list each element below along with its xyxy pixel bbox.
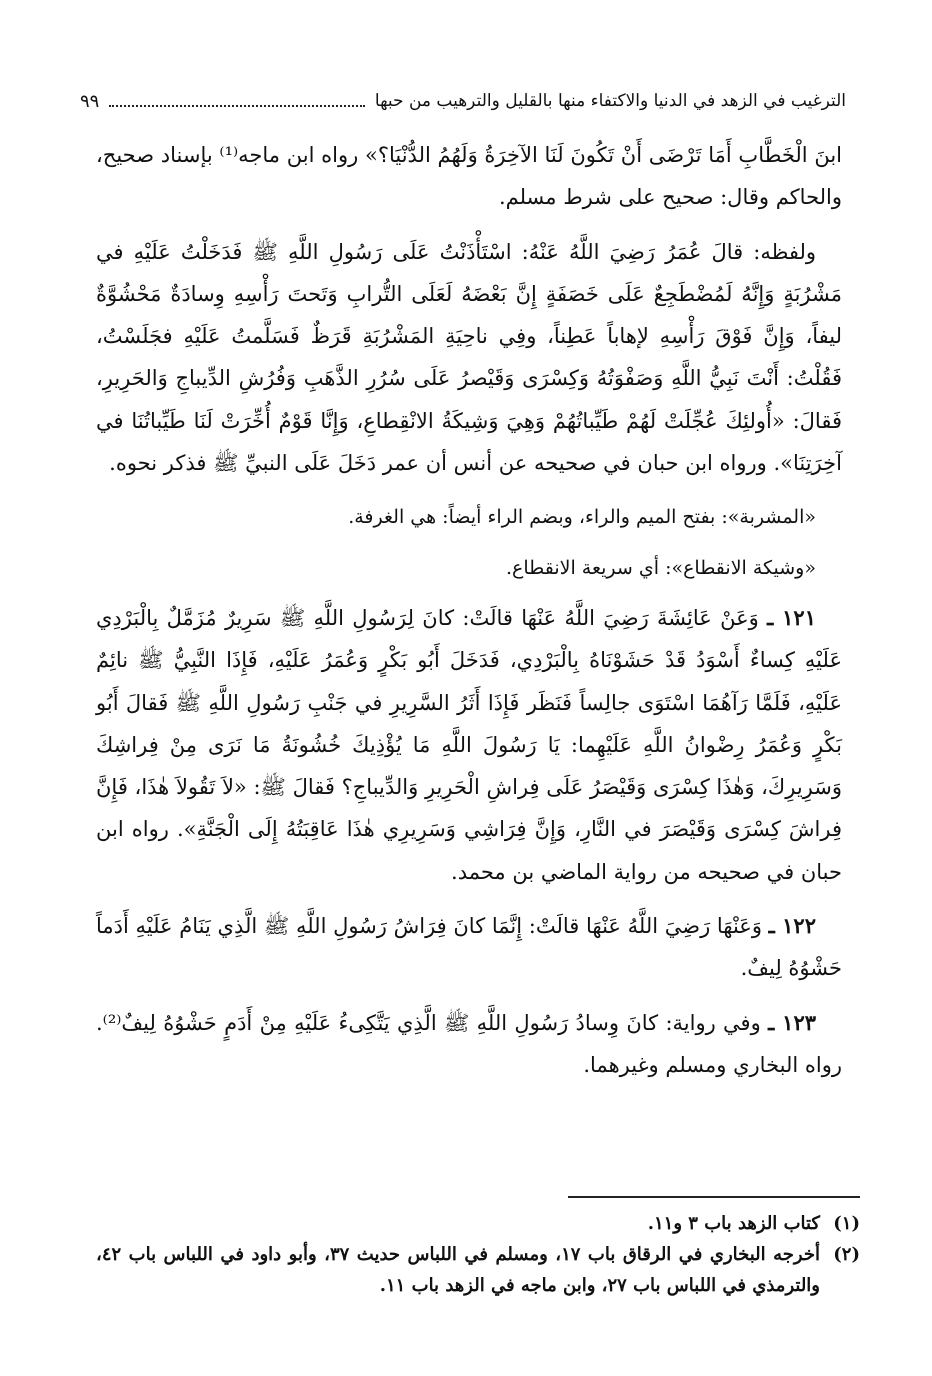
hadith-number: ١٢٢ ـ [768, 913, 816, 939]
paragraph-continuation: ابنَ الْخَطَّابِ أَمَا تَرْضَى أَنْ تَكُونَ لَنَا الآخِرَةُ وَلَهُمُ الدُّنْيَا؟» رواه ابن ماجه⁽¹⁾ بإسناد صحيح، والحاكم وقال: صحيح على شرط مسلم. [96, 143, 842, 210]
running-header [80, 86, 846, 116]
hadith-121 [96, 597, 842, 893]
dotted-leader [109, 105, 365, 107]
hadith-text: وَعَنْهَا رَضِيَ اللَّهُ عَنْهَا قالَتْ: إِنَّمَا كانَ فِرَاشُ رَسُولِ اللَّهِ ﷺ الَّذِي يَنَامُ عَلَيْهِ أَدَماً حَشْوُهُ لِيفٌ. [96, 914, 842, 981]
hadith-text: وفي رواية: كانَ وِسادُ رَسُولِ اللَّهِ ﷺ الَّذِي يَتَّكِىءُ عَلَيْهِ مِنْ أَدَمٍ حَشْوُهُ لِيفٌ⁽²⁾. رواه البخاري ومسلم وغيرهما. [96, 1010, 842, 1077]
gloss-mashraba: «المشربة»: بفتح الميم والراء، وبضم الراء أيضاً: هي الغرفة. [348, 506, 816, 529]
footnote-2 [96, 1239, 860, 1301]
footnote-text: أخرجه البخاري في الرقاق باب ١٧، ومسلم في اللباس حديث ٣٧، وأبو داود في اللباس باب ٤٢، والترمذي في اللباس باب ٢٧، وابن ماجه في الزهد باب ١١. [96, 1244, 820, 1296]
hadith-number: ١٢٣ ـ [768, 1009, 817, 1035]
footnotes [96, 1208, 860, 1301]
hadith-number: ١٢١ ـ [767, 604, 816, 630]
gloss-washika: «وشيكة الانقطاع»: أي سريعة الانقطاع. [505, 556, 816, 579]
footnote-mark: (٢) [833, 1244, 860, 1265]
page-number: ٩٩ [80, 90, 100, 112]
footnote-divider [568, 1196, 860, 1198]
main-text [96, 134, 842, 1098]
hadith-123 [96, 1002, 842, 1087]
footnote-text: كتاب الزهد باب ٣ و١١. [647, 1213, 820, 1234]
footnote-mark: (١) [833, 1213, 860, 1234]
hadith-122 [96, 905, 842, 990]
chapter-title: الترغيب في الزهد في الدنيا والاكتفاء منها بالقليل والترهيب من حبها [374, 91, 846, 111]
paragraph-wording: ولفظه: قالَ عُمَرُ رَضِيَ اللَّهُ عَنْهُ: اسْتَأْذَنْتُ عَلَى رَسُولِ اللَّهِ ﷺ فَدَخَلْتُ عَلَيْهِ في مَشْرُبَةٍ وَإِنَّهُ لَمُضْطَجِعٌ عَلَى خَصَفَةٍ إِنَّ بَعْضَهُ لَعَلَى التُّرابِ وَتَحتَ رَأْسِهِ وِسادَةٌ مَحْشُوَّةٌ ليفاً، وَإِنَّ فَوْقَ رَأْسِهِ لإهاباً عَطِناً، وفِي ناحِيَةِ المَشْرُبَةِ قَرَظٌ فَسَلَّمتُ عَلَيْهِ فجَلَسْتُ، فَقُلْتُ: أَنْتَ نَبِيُّ اللَّهِ وَصَفْوَتُهُ وَكِسْرَى وَقَيْصرُ عَلَى سُرُرِ الذَّهَبِ وَفُرُشِ الدِّيباجِ وَالحَرِيرِ، فَقالَ: «أُولئِكَ عُجِّلَتْ لَهُمْ طَيِّباتُهُمْ وَهِيَ وَشِيكَةُ الانْقِطاعِ، وَإِنَّا قَوْمٌ أُخِّرَتْ لَنَا طَيِّباتُنَا في آخِرَتِنَا». ورواه ابن حبان في صحيحه عن أنس أن عمر دَخَلَ عَلَى النبيِّ ﷺ فذكر نحوه. [96, 239, 842, 476]
hadith-text: وَعَنْ عَائِشَةَ رَضِيَ اللَّهُ عَنْهَا قالَتْ: كانَ لِرَسُولِ اللَّهِ ﷺ سَرِيرٌ مُزَمَّلٌ بِالْبَرْدِي عَلَيْهِ كِساءٌ أَسْوَدُ قَدْ حَشَوْنَاهُ بِالْبَرْدِي، فَدَخَلَ أَبُو بَكْرٍ وَعُمَرُ عَلَيْهِ، فَإِذَا النَّبِيُّ ﷺ نائِمٌ عَلَيْهِ، فَلَمَّا رَآهُمَا اسْتَوَى جالِساً فَنَظَر فَإِذَا أَثَرُ السَّرِيرِ في جَنْبِ رَسُولِ اللَّهِ ﷺ فَقالَ أَبُو بَكْرٍ وَعُمَرُ رِضْوانُ اللَّهِ عَلَيْهِما: يَا رَسُولَ اللَّهِ مَا يُؤْذِيكَ خُشُونَةُ مَا نَرَى مِنْ فِراشِكَ وَسَرِيرِكَ، وَهٰذَا كِسْرَى وَقَيْصَرُ عَلَى فِراشِ الْحَرِيرِ وَالدِّيباجِ؟ فَقالَ ﷺ: «لاَ تَقُولاَ هٰذَا، فَإِنَّ فِراشَ كِسْرَى وَقَيْصَرَ في النَّارِ، وَإِنَّ فِرَاشِي وَسَرِيرِي هٰذَا عَاقِبَتُهُ إِلَى الْجَنَّةِ». رواه ابن حبان في صحيحه من رواية الماضي بن محمد. [96, 605, 842, 884]
footnote-1 [96, 1208, 860, 1239]
